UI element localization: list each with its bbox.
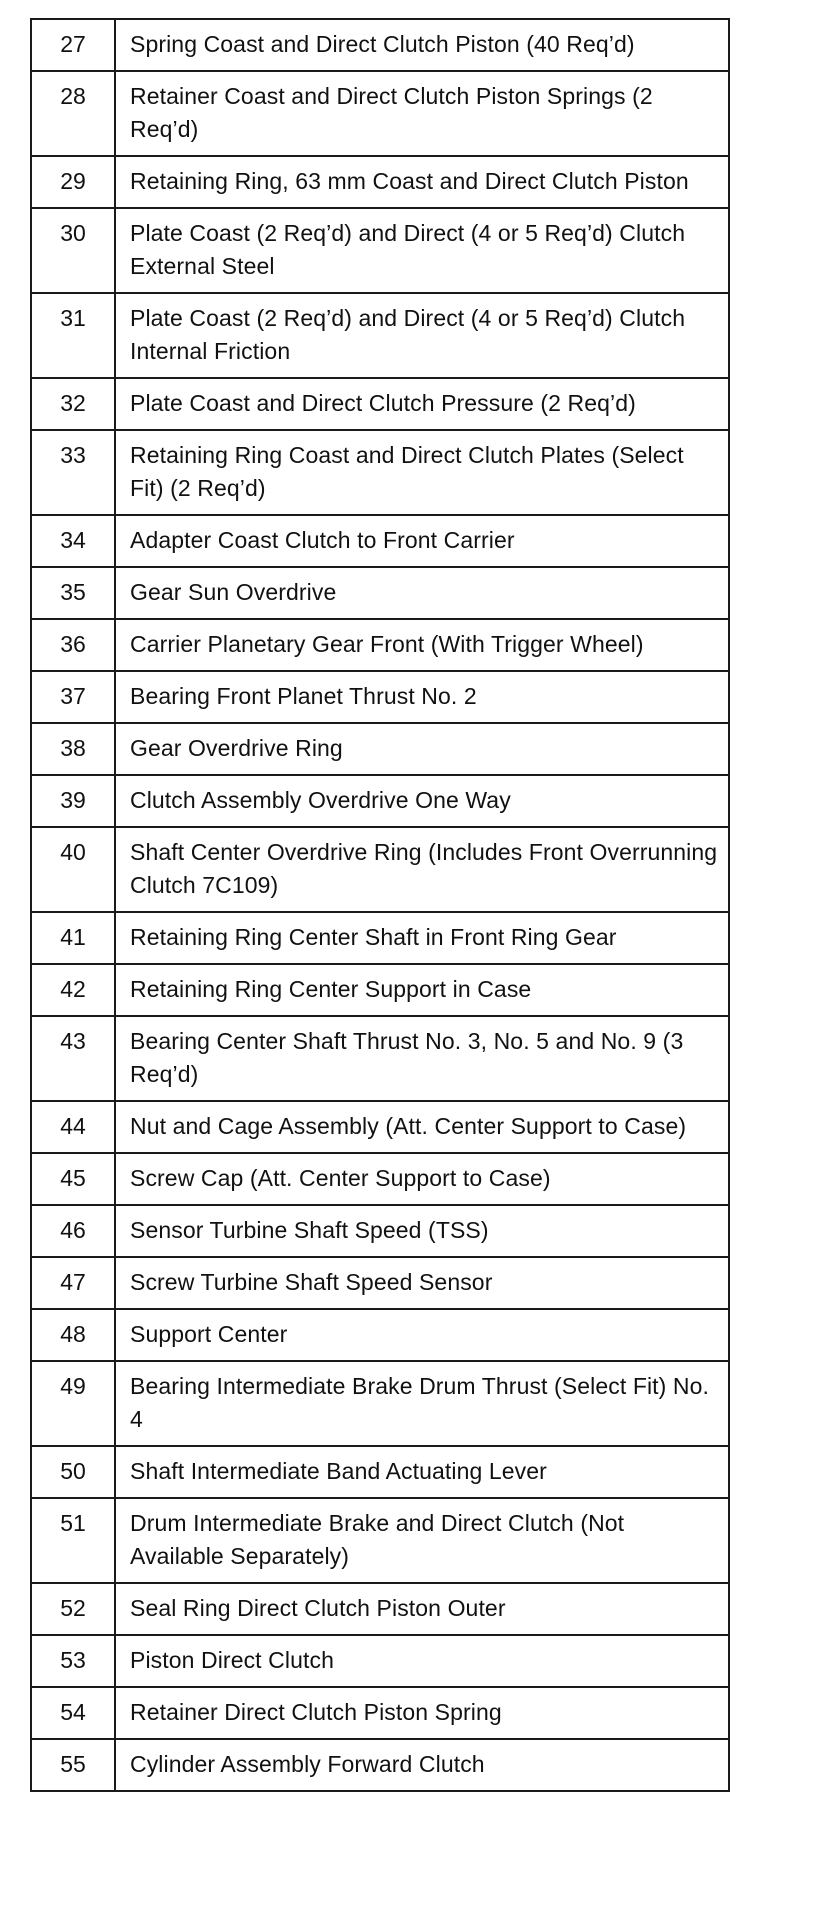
part-description: Gear Overdrive Ring — [115, 723, 729, 775]
part-number: 31 — [31, 293, 115, 378]
part-number: 40 — [31, 827, 115, 912]
part-description: Retaining Ring Coast and Direct Clutch Plates (Select Fit) (2 Req’d) — [115, 430, 729, 515]
table-row — [31, 1498, 729, 1583]
table-row — [31, 156, 729, 208]
part-description: Spring Coast and Direct Clutch Piston (40 Req’d) — [115, 19, 729, 71]
part-description: Cylinder Assembly Forward Clutch — [115, 1739, 729, 1791]
table-row — [31, 723, 729, 775]
part-number: 29 — [31, 156, 115, 208]
table-row — [31, 208, 729, 293]
parts-table — [30, 18, 730, 1792]
part-description: Retaining Ring, 63 mm Coast and Direct Clutch Piston — [115, 156, 729, 208]
table-row — [31, 671, 729, 723]
part-number: 50 — [31, 1446, 115, 1498]
part-description: Retainer Direct Clutch Piston Spring — [115, 1687, 729, 1739]
table-row — [31, 1309, 729, 1361]
table-row — [31, 1446, 729, 1498]
part-number: 38 — [31, 723, 115, 775]
part-number: 53 — [31, 1635, 115, 1687]
part-description: Carrier Planetary Gear Front (With Trigger Wheel) — [115, 619, 729, 671]
table-row — [31, 71, 729, 156]
part-description: Screw Turbine Shaft Speed Sensor — [115, 1257, 729, 1309]
part-number: 28 — [31, 71, 115, 156]
part-number: 44 — [31, 1101, 115, 1153]
part-description: Seal Ring Direct Clutch Piston Outer — [115, 1583, 729, 1635]
part-number: 33 — [31, 430, 115, 515]
part-number: 45 — [31, 1153, 115, 1205]
table-row — [31, 1583, 729, 1635]
table-row — [31, 775, 729, 827]
table-row — [31, 619, 729, 671]
table-row — [31, 19, 729, 71]
part-number: 27 — [31, 19, 115, 71]
part-number: 52 — [31, 1583, 115, 1635]
table-row — [31, 1257, 729, 1309]
part-number: 49 — [31, 1361, 115, 1446]
part-number: 47 — [31, 1257, 115, 1309]
part-number: 51 — [31, 1498, 115, 1583]
table-row — [31, 1739, 729, 1791]
part-number: 48 — [31, 1309, 115, 1361]
part-description: Plate Coast (2 Req’d) and Direct (4 or 5 Req’d) Clutch Internal Friction — [115, 293, 729, 378]
table-row — [31, 430, 729, 515]
part-number: 36 — [31, 619, 115, 671]
table-row — [31, 378, 729, 430]
part-description: Retaining Ring Center Shaft in Front Ring Gear — [115, 912, 729, 964]
part-number: 42 — [31, 964, 115, 1016]
part-description: Bearing Front Planet Thrust No. 2 — [115, 671, 729, 723]
table-row — [31, 912, 729, 964]
table-row — [31, 1361, 729, 1446]
part-description: Plate Coast (2 Req’d) and Direct (4 or 5 Req’d) Clutch External Steel — [115, 208, 729, 293]
table-row — [31, 964, 729, 1016]
part-description: Drum Intermediate Brake and Direct Clutch (Not Available Separately) — [115, 1498, 729, 1583]
table-row — [31, 293, 729, 378]
part-number: 41 — [31, 912, 115, 964]
part-number: 43 — [31, 1016, 115, 1101]
table-row — [31, 1016, 729, 1101]
part-number: 46 — [31, 1205, 115, 1257]
parts-table-body — [31, 19, 729, 1791]
part-description: Retainer Coast and Direct Clutch Piston Springs (2 Req’d) — [115, 71, 729, 156]
part-description: Shaft Intermediate Band Actuating Lever — [115, 1446, 729, 1498]
table-row — [31, 1687, 729, 1739]
part-description: Adapter Coast Clutch to Front Carrier — [115, 515, 729, 567]
part-number: 55 — [31, 1739, 115, 1791]
part-number: 54 — [31, 1687, 115, 1739]
table-row — [31, 567, 729, 619]
part-number: 37 — [31, 671, 115, 723]
part-description: Retaining Ring Center Support in Case — [115, 964, 729, 1016]
part-description: Bearing Intermediate Brake Drum Thrust (Select Fit) No. 4 — [115, 1361, 729, 1446]
part-description: Piston Direct Clutch — [115, 1635, 729, 1687]
part-number: 35 — [31, 567, 115, 619]
part-number: 39 — [31, 775, 115, 827]
table-row — [31, 1153, 729, 1205]
part-description: Screw Cap (Att. Center Support to Case) — [115, 1153, 729, 1205]
part-description: Sensor Turbine Shaft Speed (TSS) — [115, 1205, 729, 1257]
part-description: Clutch Assembly Overdrive One Way — [115, 775, 729, 827]
part-description: Nut and Cage Assembly (Att. Center Support to Case) — [115, 1101, 729, 1153]
part-number: 32 — [31, 378, 115, 430]
part-number: 34 — [31, 515, 115, 567]
table-row — [31, 515, 729, 567]
part-description: Support Center — [115, 1309, 729, 1361]
part-description: Plate Coast and Direct Clutch Pressure (2 Req’d) — [115, 378, 729, 430]
table-row — [31, 1635, 729, 1687]
table-row — [31, 1101, 729, 1153]
table-row — [31, 1205, 729, 1257]
part-number: 30 — [31, 208, 115, 293]
part-description: Gear Sun Overdrive — [115, 567, 729, 619]
part-description: Shaft Center Overdrive Ring (Includes Front Overrunning Clutch 7C109) — [115, 827, 729, 912]
table-row — [31, 827, 729, 912]
part-description: Bearing Center Shaft Thrust No. 3, No. 5 and No. 9 (3 Req’d) — [115, 1016, 729, 1101]
